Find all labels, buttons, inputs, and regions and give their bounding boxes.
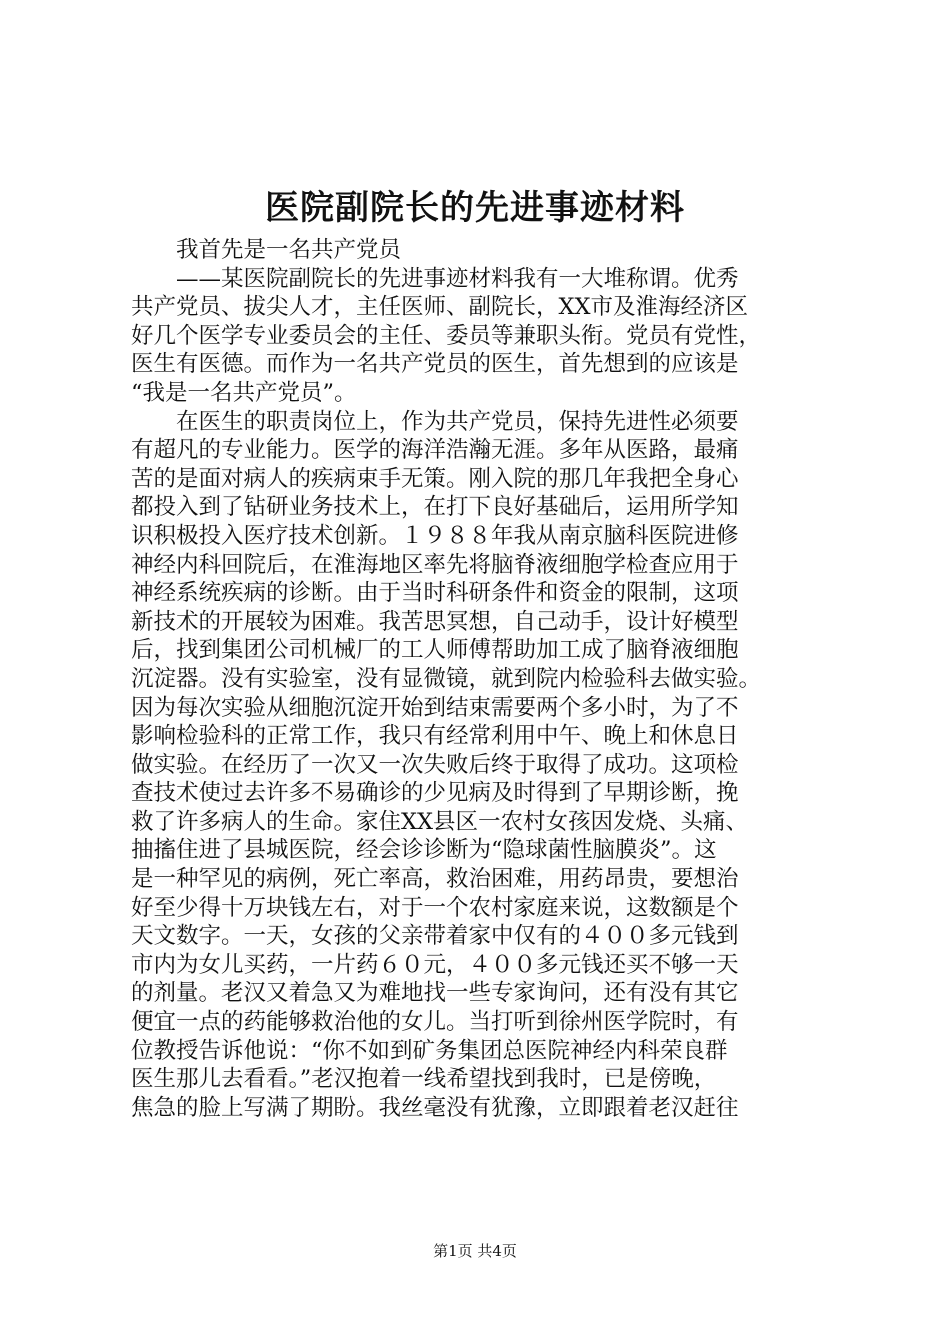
body-text-line: 后，找到集团公司机械厂的工人师傅帮助加工成了脑脊液细胞 [131, 637, 739, 664]
body-text-line: 天文数字。一天，女孩的父亲带着家中仅有的４００多元钱到 [131, 923, 739, 950]
body-text-line: 医生那儿去看看。”老汉抱着一线希望找到我时，已是傍晚， [131, 1066, 717, 1093]
body-text-line: ——某医院副院长的先进事迹材料我有一大堆称谓。优秀 [131, 265, 739, 292]
body-text-line: 便宜一点的药能够救治他的女儿。当打听到徐州医学院时，有 [131, 1009, 739, 1036]
body-text-line: 共产党员、拔尖人才，主任医师、副院长，XX市及淮海经济区 [131, 294, 749, 321]
body-text-line: 的剂量。老汉又着急又为难地找一些专家询问，还有没有其它 [131, 980, 739, 1007]
body-text-line: 好至少得十万块钱左右，对于一个农村家庭来说，这数额是个 [131, 894, 739, 921]
body-text-line: 抽搐住进了县城医院，经会诊诊断为“隐球菌性脑膜炎”。这 [131, 837, 717, 864]
body-text-line: 焦急的脸上写满了期盼。我丝毫没有犹豫，立即跟着老汉赶往 [131, 1094, 739, 1121]
body-text-line: 做实验。在经历了一次又一次失败后终于取得了成功。这项检 [131, 751, 739, 778]
document-title: 医院副院长的先进事迹材料 [265, 188, 685, 228]
body-text-line: 识积极投入医疗技术创新。１９８８年我从南京脑科医院进修 [131, 522, 739, 549]
body-text-line: 有超凡的专业能力。医学的海洋浩瀚无涯。多年从医路，最痛 [131, 437, 739, 464]
body-text-line: 在医生的职责岗位上，作为共产党员，保持先进性必须要 [131, 408, 739, 435]
body-text-line: 因为每次实验从细胞沉淀开始到结束需要两个多小时，为了不 [131, 694, 739, 721]
body-text-line: 沉淀器。没有实验室，没有显微镜，就到院内检验科去做实验。 [131, 665, 762, 692]
body-text-line: 查技术使过去许多不易确诊的少见病及时得到了早期诊断，挽 [131, 780, 739, 807]
body-text-line: 神经系统疾病的诊断。由于当时科研条件和资金的限制，这项 [131, 580, 739, 607]
body-text-line: 新技术的开展较为困难。我苦思冥想，自己动手，设计好模型 [131, 608, 739, 635]
body-text-line: 我首先是一名共产党员 [131, 237, 402, 263]
body-text-line: 苦的是面对病人的疾病束手无策。刚入院的那几年我把全身心 [131, 465, 739, 492]
body-text-line: 市内为女儿买药，一片药６０元，４００多元钱还买不够一天 [131, 951, 739, 978]
page-number-footer: 第1页 共4页 [433, 1242, 517, 1260]
body-text-line: 是一种罕见的病例，死亡率高，救治困难，用药昂贵，要想治 [131, 866, 739, 893]
body-text-line: “我是一名共产党员”。 [131, 379, 357, 406]
body-text-line: 好几个医学专业委员会的主任、委员等兼职头衔。党员有党性， [131, 322, 762, 349]
body-text-line: 救了许多病人的生命。家住XX县区一农村女孩因发烧、头痛、 [131, 808, 749, 835]
body-text-line: 影响检验科的正常工作，我只有经常利用中午、晚上和休息日 [131, 723, 739, 750]
body-text-line: 都投入到了钻研业务技术上，在打下良好基础后，运用所学知 [131, 494, 739, 521]
body-text-line: 医生有医德。而作为一名共产党员的医生，首先想到的应该是 [131, 351, 739, 378]
document-body [131, 236, 851, 1122]
body-text-line: 位教授告诉他说：“你不如到矿务集团总医院神经内科荣良群 [131, 1037, 728, 1064]
body-text-line: 神经内科回院后，在淮海地区率先将脑脊液细胞学检查应用于 [131, 551, 739, 578]
